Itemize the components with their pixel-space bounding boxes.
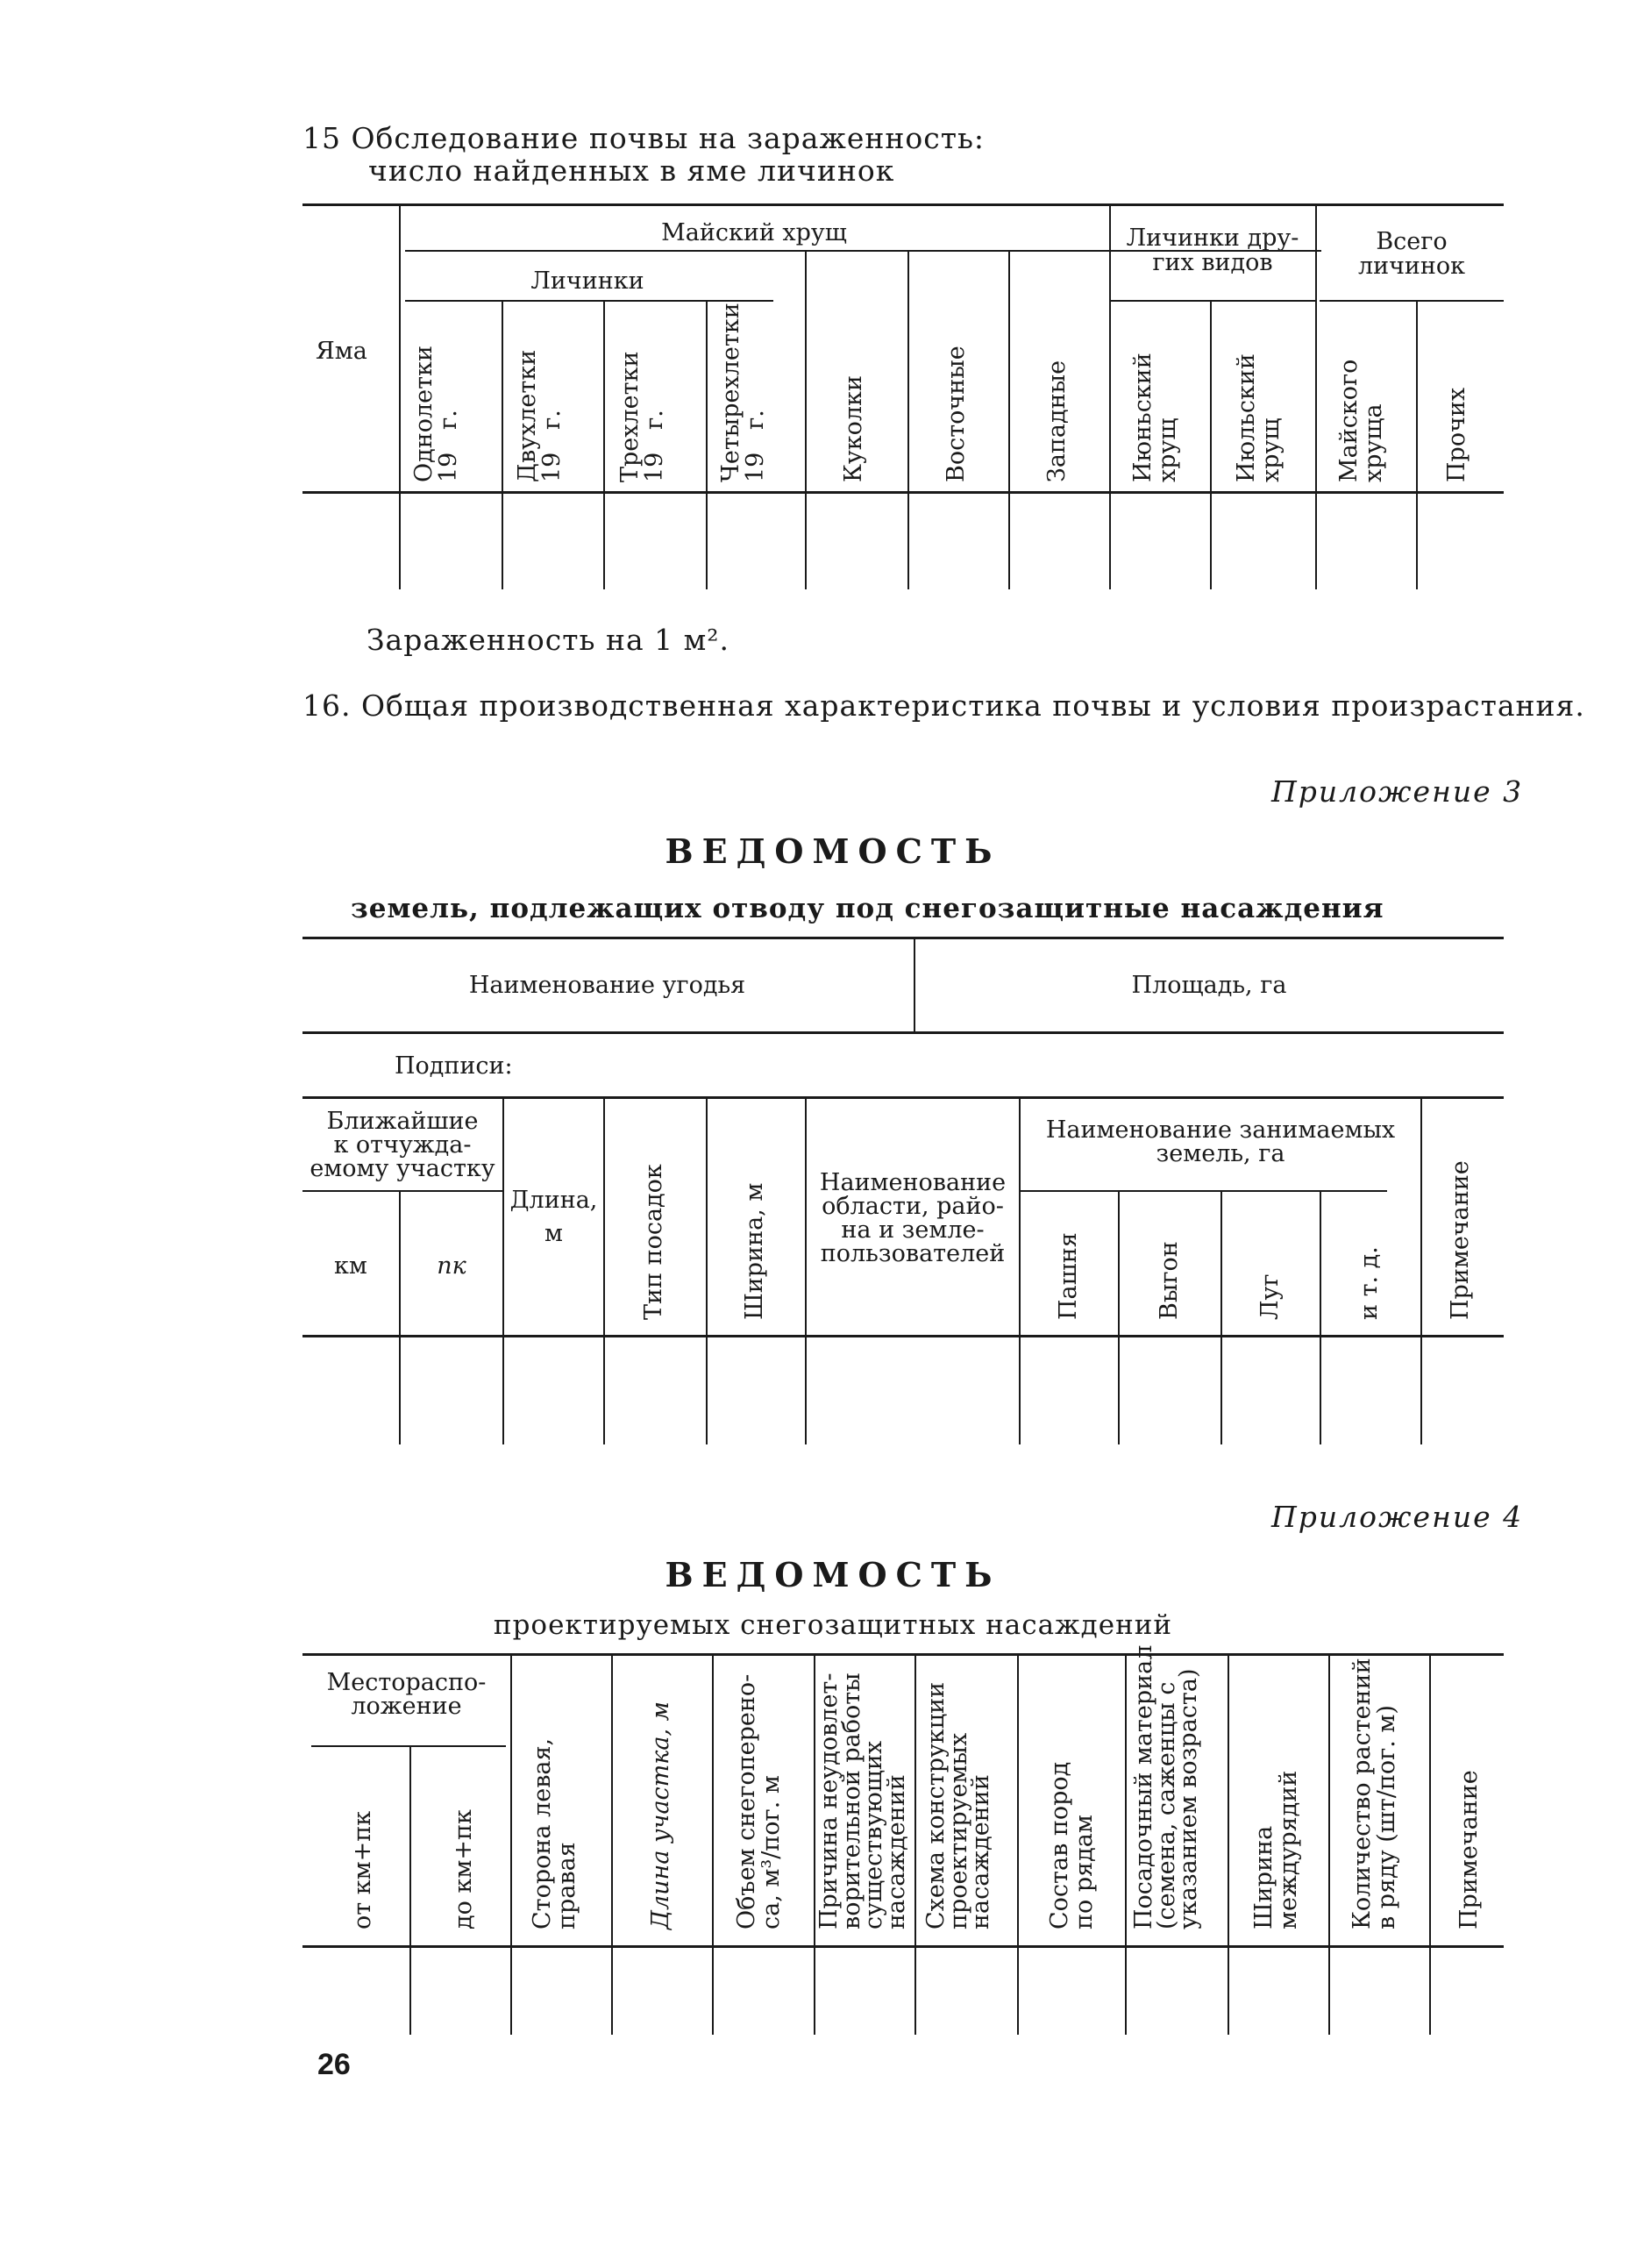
col-maisky: Майский хрущ — [661, 219, 847, 246]
col-side: Сторона левая, правая — [529, 1737, 581, 1929]
appendix3-subtitle: земель, подлежащих отводу под снегозащитные насаждения — [351, 893, 1384, 924]
col-zapadnye: Западные — [1043, 360, 1071, 482]
appendix4-label: Приложение 4 — [1271, 1500, 1524, 1534]
col-itd: и т. д. — [1356, 1246, 1383, 1320]
col-pk: пк — [437, 1252, 466, 1280]
col-drugih: Личинки дру- гих видов — [1126, 225, 1299, 277]
col-nearest: Ближайшие к отчужда- емому участку — [310, 1108, 495, 1182]
section15-heading: 15 Обследование почвы на зараженность: — [302, 121, 986, 155]
col-count: Количество растений в ряду (шт/пог. м) — [1349, 1658, 1401, 1929]
col-lichinki: Личинки — [530, 267, 644, 295]
col-vostochnye: Восточные — [943, 346, 970, 482]
appendix3-label: Приложение 3 — [1271, 774, 1524, 809]
col-maiskogo: Майского хруща — [1335, 359, 1388, 482]
col-trehletki: Трехлетки 19 г. — [616, 351, 669, 482]
col-lug: Луг — [1256, 1273, 1284, 1320]
section15-subheading: число найденных в яме личинок — [368, 153, 895, 188]
col-type: Тип посадок — [640, 1164, 667, 1320]
col-volume: Объем снегоперено- са, м³/пог. м — [733, 1673, 786, 1929]
col-km: км — [334, 1252, 367, 1280]
col-lands: Наименование занимаемых земель, га — [1045, 1116, 1396, 1167]
col-note4: Примечание — [1455, 1770, 1483, 1929]
col-land-area: Площадь, га — [1131, 972, 1287, 999]
col-vsego: Всего личинок — [1357, 228, 1466, 281]
col-note: Примечание — [1447, 1160, 1474, 1320]
col-scheme: Схема конструкции проектируемых насаждений — [922, 1681, 995, 1929]
col-iyulsky: Июльский хрущ — [1233, 353, 1285, 482]
col-dvuhletki: Двухлетки 19 г. — [514, 349, 566, 482]
appendix4-title: ВЕДОМОСТЬ — [665, 1555, 1001, 1594]
signatures-label: Подписи: — [395, 1052, 513, 1080]
col-to: до км+пк — [450, 1809, 477, 1929]
col-region: Наименование области, райо- на и земле- пользователей — [819, 1169, 1007, 1267]
col-vygon: Выгон — [1156, 1241, 1183, 1320]
col-yama: Яма — [316, 338, 367, 365]
col-prochih: Прочих — [1443, 387, 1470, 482]
appendix4-subtitle: проектируемых снегозащитных насаждений — [493, 1609, 1173, 1641]
col-chetyrehletki: Четырехлетки 19 г. — [717, 303, 770, 482]
col-from: от км+пк — [349, 1810, 376, 1929]
col-width: Ширина, м — [741, 1182, 768, 1320]
col-land-name: Наименование угодья — [468, 972, 746, 999]
item16-line: 16. Общая производственная характеристика почвы и условия произрастания. — [302, 688, 1585, 723]
col-reason: Причина неудовлет- ворительной работы существующих насаждений — [815, 1672, 910, 1929]
page-number: 26 — [317, 2048, 351, 2081]
col-length4: Длина участка, м — [647, 1701, 674, 1929]
col-location: Местораспо- ложение — [326, 1669, 487, 1720]
col-odnoletki: Однолетки 19 г. — [410, 346, 463, 482]
col-kukolki: Куколки — [840, 375, 867, 482]
col-composition: Состав пород по рядам — [1046, 1761, 1099, 1929]
infestation-line: Зараженность на 1 м². — [366, 623, 730, 657]
col-iyunsky: Июньский хрущ — [1129, 353, 1182, 482]
col-material: Посадочный материал (семена, саженцы с указанием возраста) — [1130, 1644, 1203, 1929]
col-rowwidth: Ширина междурядий — [1250, 1770, 1303, 1929]
appendix3-title: ВЕДОМОСТЬ — [665, 831, 1001, 871]
col-length: Длина, м — [509, 1187, 598, 1247]
col-pashnya: Пашня — [1055, 1232, 1082, 1320]
